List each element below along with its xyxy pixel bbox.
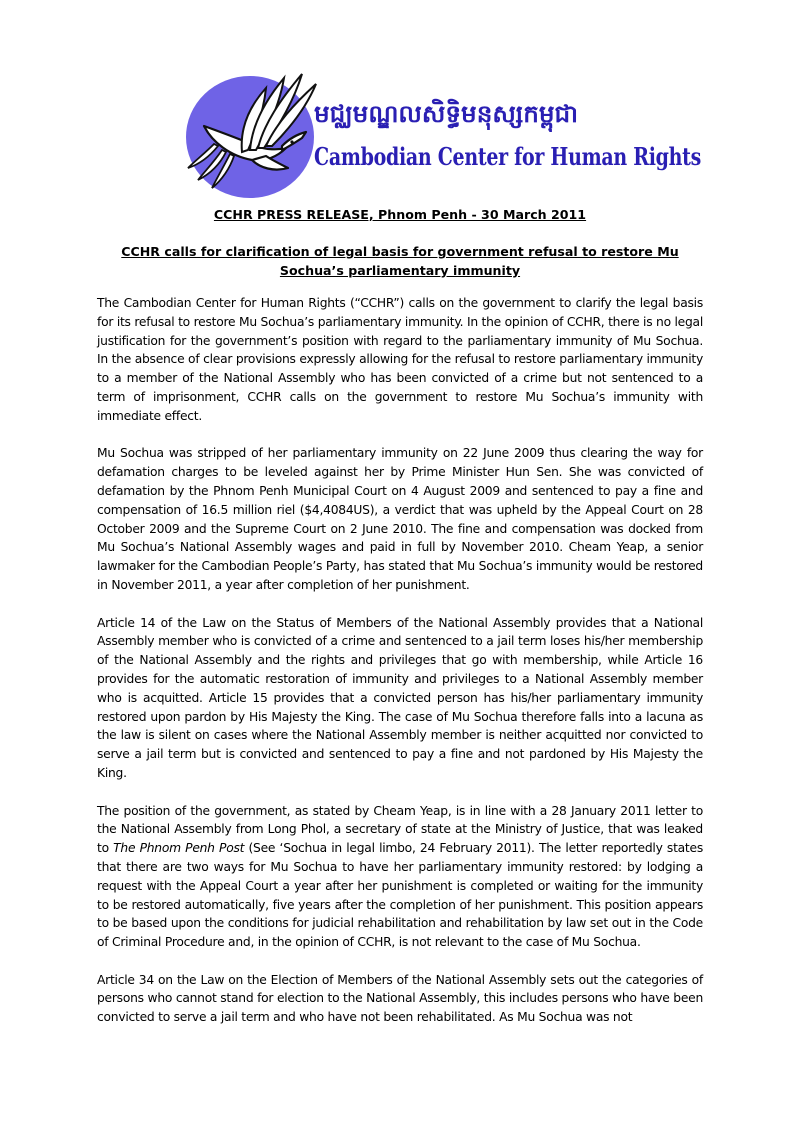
paragraph-4-text-start: The position of the government, as stated by Cheam Yeap, is in line with a 28 January 2011 letter to the National Assembly from Long Phol, a secretary of state at the Ministry of Justice, that was leaked to <box>97 803 703 856</box>
press-release-title: CCHR PRESS RELEASE, Phnom Penh - 30 March 2011 <box>213 207 587 222</box>
paragraph-4 <box>97 802 703 952</box>
dove-icon <box>182 64 322 194</box>
logo-english-text: Cambodian Center for Human Rights <box>314 143 702 172</box>
headline: CCHR calls for clarification of legal basis for government refusal to restore Mu Sochua’s parliamentary immunity <box>121 244 679 278</box>
newspaper-title: The Phnom Penh Post <box>113 841 245 856</box>
cchr-logo <box>186 66 702 196</box>
paragraph-1: The Cambodian Center for Human Rights (“CCHR”) calls on the government to clarify the legal basis for its refusal to restore Mu Sochua’s parliamentary immunity. In the opinion of CCHR, there is no legal justification for the government’s position with regard to the parliamentary immunity of Mu Sochua. In the absence of clear provisions expressly allowing for the refusal to restore parliamentary immunity to a member of the National Assembly who has been convicted of a crime but not sentenced to a term of imprisonment, CCHR calls on the government to restore Mu Sochua’s immunity with immediate effect. <box>97 296 703 423</box>
logo-khmer-text <box>312 92 582 132</box>
paragraph-3: Article 14 of the Law on the Status of Members of the National Assembly provides that a National Assembly member who is convicted of a crime and sentenced to a jail term loses his/her membership of the National Assembly and the rights and privileges that go with membership, while Article 16 provides for the automatic restoration of immunity and privileges to a National Assembly member who is acquitted. Article 15 provides that a convicted person has his/her parliamentary immunity restored upon pardon by His Majesty the King. The case of Mu Sochua therefore falls into a lacuna as the law is silent on cases where the National Assembly member is neither acquitted nor convicted to serve a jail term but is convicted and sentenced to pay a fine and not pardoned by His Majesty the King. <box>97 615 703 780</box>
paragraph-5: Article 34 on the Law on the Election of Members of the National Assembly sets out the categories of persons who cannot stand for election to the National Assembly, this includes persons who have been convicted to serve a jail term and who have not been rehabilitated. As Mu Sochua was not <box>97 972 703 1025</box>
paragraph-4-text-end: (See ‘Sochua in legal limbo, 24 February 2011). The letter reportedly states that there are two ways for Mu Sochua to have her parliamentary immunity restored: by lodging a request with the Appeal Court a year after her punishment is completed or waiting for the immunity to be restored automatically, five years after the completion of her punishment. This position appears to be based upon the conditions for judicial rehabilitation and rehabilitation by law set out in the Code of Criminal Procedure and, in the opinion of CCHR, is not relevant to the case of Mu Sochua. <box>97 841 703 950</box>
body-text <box>97 294 703 1046</box>
paragraph-2: Mu Sochua was stripped of her parliamentary immunity on 22 June 2009 thus clearing the way for defamation charges to be leveled against her by Prime Minister Hun Sen. She was convicted of defamation by the Phnom Penh Municipal Court on 4 August 2009 and sentenced to pay a fine and compensation of 16.5 million riel ($4,4084US), a verdict that was upheld by the Appeal Court on 28 October 2009 and the Supreme Court on 2 June 2010. The fine and compensation was docked from Mu Sochua’s National Assembly wages and paid in full by November 2010. Cheam Yeap, a senior lawmaker for the Cambodian People’s Party, has stated that Mu Sochua’s immunity would be restored in November 2011, a year after completion of her punishment. <box>97 446 703 592</box>
logo-khmer-label: មជ្ឈមណ្ឌលសិទ្ធិមនុស្សកម្ពុជា <box>314 100 571 128</box>
